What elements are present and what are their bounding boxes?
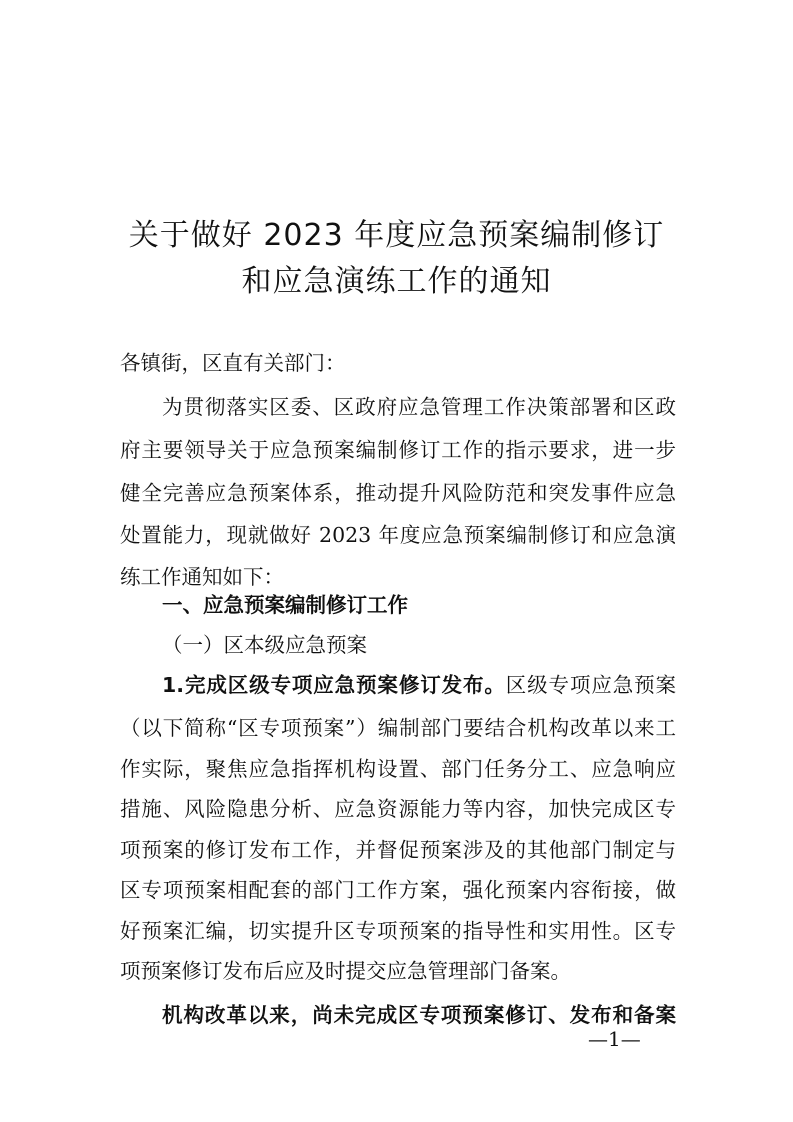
item-1-line-7: 好预案汇编，切实提升区专项预案的指导性和实用性。区专 xyxy=(120,918,676,943)
item-1-line-2: （以下简称“区专项预案”）编制部门要结合机构改革以来工 xyxy=(120,716,676,740)
document-title-line1: 关于做好 2023 年度应急预案编制修订 xyxy=(128,218,665,253)
item-1-lead-rest: 区级专项应急预案 xyxy=(505,673,677,697)
intro-line-1: 为贯彻落实区委、区政府应急管理工作决策部署和区政 xyxy=(162,395,676,419)
section-heading-1: 一、应急预案编制修订工作 xyxy=(162,593,408,617)
item-1-lead: 1.完成区级专项应急预案修订发布。 xyxy=(162,673,506,697)
document-title-line2: 和应急演练工作的通知 xyxy=(241,264,552,299)
salutation: 各镇街，区直有关部门： xyxy=(120,351,346,375)
item-1-first-line xyxy=(162,670,676,700)
item-1-line-6: 区专项预案相配套的部门工作方案，强化预案内容衔接，做 xyxy=(120,878,676,902)
subsection-heading-1: （一）区本级应急预案 xyxy=(162,633,367,657)
intro-line-2: 府主要领导关于应急预案编制修订工作的指示要求，进一步 xyxy=(120,438,676,462)
intro-line-3: 健全完善应急预案体系，推动提升风险防范和突发事件应急 xyxy=(120,481,676,505)
last-line: 机构改革以来，尚未完成区专项预案修订、发布和备案 xyxy=(162,1003,676,1027)
item-1-line-5: 项预案的修订发布工作，并督促预案涉及的其他部门制定与 xyxy=(120,837,676,862)
intro-line-5: 练工作通知如下： xyxy=(120,565,284,589)
item-1-line-3: 作实际，聚焦应急指挥机构设置、部门任务分工、应急响应 xyxy=(120,756,676,781)
intro-line-4: 处置能力，现就做好 2023 年度应急预案编制修订和应急演 xyxy=(120,523,676,547)
item-1-line-8: 项预案修订发布后应及时提交应急管理部门备案。 xyxy=(120,959,571,983)
page-number: —1— xyxy=(588,1027,641,1051)
item-1-line-4: 措施、风险隐患分析、应急资源能力等内容，加快完成区专 xyxy=(120,797,676,821)
